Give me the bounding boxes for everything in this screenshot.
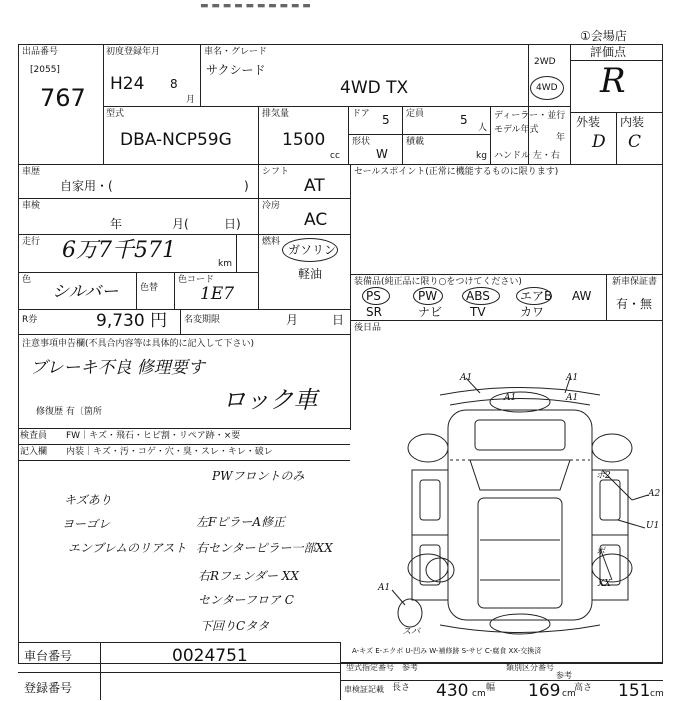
diag-mark-5: A2 [648, 489, 661, 499]
diag-mark-4: ポ2 [596, 471, 611, 481]
delivery-label: 後日品 [354, 323, 382, 333]
warranty-value: 有・無 [616, 297, 653, 311]
venue-label: ①会場店 [580, 29, 627, 43]
spec-width-label: 幅 [486, 683, 496, 693]
eval-ext-label: 外装 [576, 115, 601, 129]
hw-left-0: キズあり [64, 493, 112, 507]
diagram-legend: A-キズ E-エクボ U-凹み W-補修跡 S-サビ C-腐食 XX-交換済 [352, 647, 542, 655]
lot-label: 出品番号 [22, 47, 59, 57]
diag-mark-10: スバ [402, 627, 421, 637]
load-label: 積載 [406, 137, 425, 147]
spec-ref-label2: 参考 [556, 671, 572, 680]
car-grade: 4WD TX [340, 78, 409, 98]
car-label: 車名・グレード [204, 47, 268, 57]
equip-abs-circle [462, 287, 500, 305]
dealer-label: ディーラー・並行 [494, 111, 566, 121]
diag-mark-7: ポ [596, 547, 606, 557]
checker-label2: 記入欄 [20, 447, 48, 457]
recycle-label: R券 [22, 315, 38, 325]
spec-height-unit: cm [650, 689, 664, 699]
inspection-year: 年 [110, 217, 123, 231]
equip-ps-circle [362, 287, 390, 305]
mileage-value: 6万7千571 [62, 238, 176, 263]
first-reg-month: 8 [170, 77, 178, 91]
capacity-label: 定員 [406, 109, 425, 119]
title-due-month: 月 [286, 313, 299, 327]
displacement-value: 1500 [282, 130, 326, 150]
spec-height: 151 [618, 681, 651, 701]
diag-mark-0: A1 [460, 373, 473, 383]
hw-right-0: 左FピラーA修正 [196, 515, 285, 529]
equip-pw-circle [413, 287, 443, 305]
equip-leather: カワ [520, 305, 545, 319]
diag-mark-3: A1 [566, 393, 579, 403]
first-reg-label: 初度登録年月 [106, 47, 161, 57]
doors-value: 5 [382, 113, 390, 127]
spec-class-label: 類別区分番号 [506, 663, 554, 672]
equip-navi: ナビ [418, 305, 443, 319]
fuel-gas: ガソリン [288, 243, 337, 257]
color-label: 色 [22, 275, 32, 285]
top-strip: ▬ ▬ ▬ ▬ ▬ ▬ ▬ ▬ ▬ ▬ [200, 1, 311, 11]
title-due-label: 名変期限 [184, 315, 221, 325]
diag-mark-1: A1 [566, 373, 579, 383]
chassis-value: 0024751 [172, 646, 248, 666]
history-close: ) [244, 179, 249, 193]
eval-int-label: 内装 [620, 115, 645, 129]
spec-length-unit: cm [472, 689, 486, 699]
checker-label: 検査員 [20, 431, 48, 441]
color-code-label: 色コード [178, 275, 215, 285]
model-value: DBA-NCP59G [120, 130, 232, 150]
equip-airbag: エアB [520, 289, 553, 303]
fuel-label: 燃料 [262, 237, 281, 247]
spec-length-label: 長さ [392, 683, 411, 693]
car-name: サクシード [206, 63, 266, 77]
fuel-diesel: 軽油 [298, 267, 323, 281]
spec-length: 430 [436, 681, 469, 701]
sales-label: セールスポイント(正常に機能するものに限ります) [354, 167, 559, 177]
diag-mark-6: U1 [646, 521, 660, 531]
checker-line: FW｜キズ・飛石・ヒビ割・リペア跡・×要 [66, 431, 241, 441]
ac-label: 冷房 [262, 201, 281, 211]
sheet-frame [18, 44, 663, 664]
model-year-label: モデル年式 [494, 125, 539, 135]
lot-code: [2055] [30, 65, 60, 75]
shift-label: シフト [262, 167, 290, 177]
model-year-unit: 年 [556, 133, 566, 143]
equipment-label: 装備品(純正品に限り○をつけてください) [354, 277, 522, 287]
warranty-label: 新車保証書 [612, 277, 658, 287]
notes-line2: ロック車 [222, 386, 318, 414]
equip-pw: PW [418, 289, 438, 303]
eval-ext-grade: D [592, 132, 606, 152]
recycle-value: 9,730 円 [96, 311, 168, 331]
equip-tv: TV [470, 305, 486, 319]
chassis-label: 車台番号 [24, 649, 73, 663]
notes-line1: ブレーキ不良 修理要す [30, 358, 205, 378]
mileage-label: 走行 [22, 237, 41, 247]
hw-right-3: センターフロア C [198, 593, 294, 607]
hw-right-2: 右Rフェンダー XX [198, 569, 299, 583]
hw-left-2: エンブレムのリアスト [68, 541, 187, 555]
first-reg-year: H24 [110, 74, 145, 94]
shape-label: 形状 [352, 137, 371, 147]
capacity-value: 5 [460, 113, 468, 127]
capacity-unit: 人 [478, 123, 488, 133]
registration-label: 登録番号 [24, 681, 73, 695]
diag-mark-8: XX [598, 579, 611, 589]
spec-dims-label: 車検証記載 [344, 685, 384, 694]
equip-abs: ABS [466, 289, 490, 303]
shift-value: AT [304, 176, 325, 196]
equip-aw: AW [572, 289, 592, 303]
history-label: 車歴 [22, 167, 41, 177]
hw-right-1: 右センターピラー一部XX [196, 541, 333, 555]
notes-label: 注意事項申告欄(不具合内容等は具体的に記入して下さい) [22, 339, 255, 349]
eval-label: 評価点 [590, 45, 627, 59]
model-label: 型式 [106, 109, 125, 119]
shape-value: W [376, 147, 388, 161]
drive-2wd: 2WD [534, 57, 556, 67]
notes-repair-label: 修復歴 有〔箇所 [36, 407, 102, 417]
color-swap-label: 色替 [140, 283, 159, 293]
color-code: 1E7 [200, 284, 235, 304]
equip-airbag-circle [516, 287, 552, 305]
spec-type-label: 型式指定番号 [346, 663, 394, 672]
equip-ps: PS [366, 289, 381, 303]
lot-number: 767 [40, 84, 86, 112]
ac-value: AC [304, 210, 328, 230]
inspection-day: 日) [224, 217, 241, 231]
displacement-label: 排気量 [262, 109, 290, 119]
spec-width: 169 [528, 681, 561, 701]
equip-sr: SR [366, 305, 382, 319]
hw-pw: PWフロントのみ [212, 469, 305, 483]
inspection-label: 車検 [22, 201, 41, 211]
mileage-unit: km [218, 259, 232, 269]
inspection-month: 月( [172, 217, 189, 231]
doors-label: ドア [352, 109, 370, 119]
drive-4wd: 4WD [536, 83, 558, 93]
spec-width-unit: cm [562, 689, 576, 699]
title-due-day: 日 [332, 313, 345, 327]
hw-left-1: ヨーゴレ [62, 517, 111, 531]
first-reg-month-unit: 月 [186, 95, 196, 105]
eval-score: R [600, 61, 626, 101]
handle-label: ハンドル 左・右 [494, 151, 560, 161]
eval-int-grade: C [628, 132, 642, 152]
displacement-unit: cc [330, 151, 340, 161]
diag-mark-9: A1 [378, 583, 391, 593]
diag-mark-2: A1 [504, 393, 517, 403]
spec-ref-label: 参考 [402, 663, 418, 672]
load-unit: kg [476, 151, 487, 161]
color-value: シルバー [52, 282, 119, 302]
history-value: 自家用・( [60, 179, 113, 193]
checker-line2: 内装｜キズ・汚・コゲ・穴・臭・スレ・キレ・破レ [66, 447, 273, 457]
spec-height-label: 高さ [574, 683, 593, 693]
hw-right-4: 下回りCタタ [200, 619, 270, 633]
